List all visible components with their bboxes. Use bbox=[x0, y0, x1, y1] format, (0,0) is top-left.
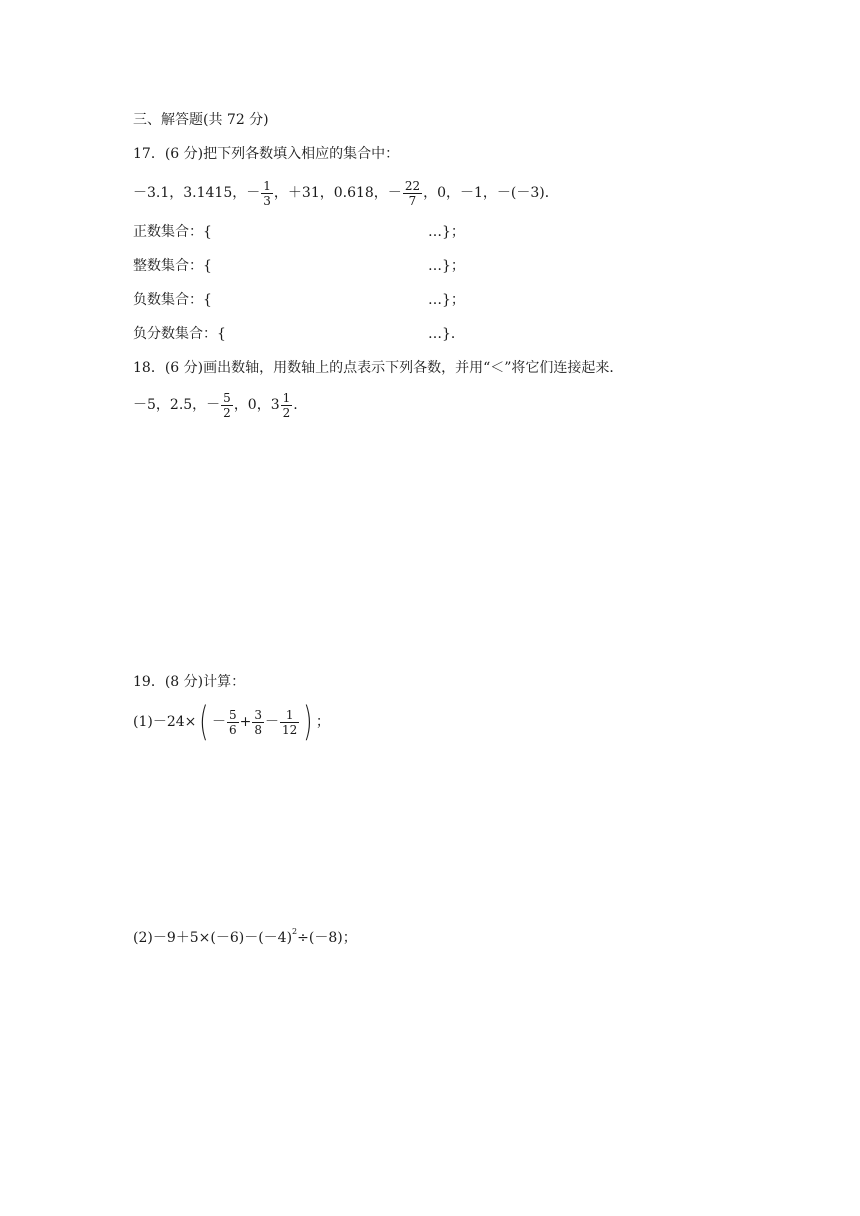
fraction-numerator: 1 bbox=[263, 178, 271, 193]
set-end: …}； bbox=[428, 292, 465, 308]
fraction-numerator: 1 bbox=[282, 390, 291, 405]
q17-numbers-part-a: －3.1，3.1415，－ bbox=[133, 185, 261, 201]
q18-numbers bbox=[133, 388, 298, 422]
q18-stem: 18．(6 分)画出数轴，用数轴上的点表示下列各数，并用“＜”将它们连接起来． bbox=[133, 360, 624, 376]
fraction-numerator: 5 bbox=[229, 707, 237, 722]
set-negative bbox=[133, 290, 465, 310]
q19-part1 bbox=[133, 699, 330, 745]
fraction-denominator: 6 bbox=[229, 722, 237, 737]
set-end: …}； bbox=[428, 258, 465, 274]
fraction-numerator: 3 bbox=[254, 707, 263, 722]
left-bracket: ( bbox=[199, 699, 209, 745]
q17-stem: 17．(6 分)把下列各数填入相应的集合中： bbox=[133, 146, 400, 162]
set-negative-fraction bbox=[133, 324, 465, 344]
set-integer bbox=[133, 256, 465, 276]
set-label: 负数集合：{ bbox=[133, 292, 212, 308]
right-bracket: ) bbox=[303, 699, 313, 745]
fraction-five-halves bbox=[221, 391, 233, 420]
q19-part2-a: (2)－9＋5×(－6)－(－4) bbox=[133, 930, 293, 946]
fraction-five-sixths bbox=[227, 708, 239, 737]
q18-numbers-part-b: ，0，3 bbox=[233, 397, 280, 413]
exponent: 2 bbox=[292, 927, 298, 936]
fraction-denominator: 2 bbox=[223, 405, 231, 420]
fraction-numerator: 1 bbox=[280, 708, 299, 723]
q17-numbers-part-b: ，＋31，0.618，－ bbox=[273, 185, 402, 201]
fraction-denominator: 3 bbox=[263, 193, 271, 208]
section-title: 三、解答题(共 72 分) bbox=[133, 112, 269, 128]
set-positive bbox=[133, 222, 465, 242]
fraction-denominator: 12 bbox=[282, 722, 298, 737]
term2-sign: + bbox=[239, 714, 252, 730]
term1-sign: － bbox=[212, 714, 226, 730]
fraction-numerator: 22 bbox=[404, 178, 421, 193]
q19-part2-b: ÷(－8)； bbox=[297, 930, 357, 946]
fraction-denominator: 7 bbox=[408, 193, 417, 208]
fraction-one-twelfth bbox=[280, 708, 299, 737]
set-label: 整数集合：{ bbox=[133, 258, 212, 274]
q17-numbers-part-c: ，0，－1，－(－3)． bbox=[423, 185, 559, 201]
fraction-denominator: 8 bbox=[254, 722, 263, 737]
fraction-one-third bbox=[261, 179, 273, 208]
fraction-numerator: 5 bbox=[223, 390, 231, 405]
q17-numbers bbox=[133, 176, 559, 210]
fraction-denominator: 2 bbox=[282, 405, 291, 420]
q19-part2 bbox=[133, 922, 357, 948]
fraction-one-half bbox=[281, 391, 293, 420]
q19-part1-suffix: ； bbox=[315, 714, 330, 730]
set-label: 负分数集合：{ bbox=[133, 326, 226, 342]
set-end: …}． bbox=[428, 326, 465, 342]
q18-numbers-part-a: －5，2.5，－ bbox=[133, 397, 221, 413]
fraction-three-eighths bbox=[252, 708, 264, 737]
fraction-twentytwo-sevenths bbox=[403, 179, 422, 208]
q19-part1-prefix: (1)－24× bbox=[133, 714, 197, 730]
set-label: 正数集合：{ bbox=[133, 224, 212, 240]
q19-stem: 19．(8 分)计算： bbox=[133, 674, 246, 690]
set-end: …}； bbox=[428, 224, 465, 240]
term3-sign: － bbox=[265, 714, 280, 730]
q18-numbers-part-c: . bbox=[293, 397, 298, 413]
